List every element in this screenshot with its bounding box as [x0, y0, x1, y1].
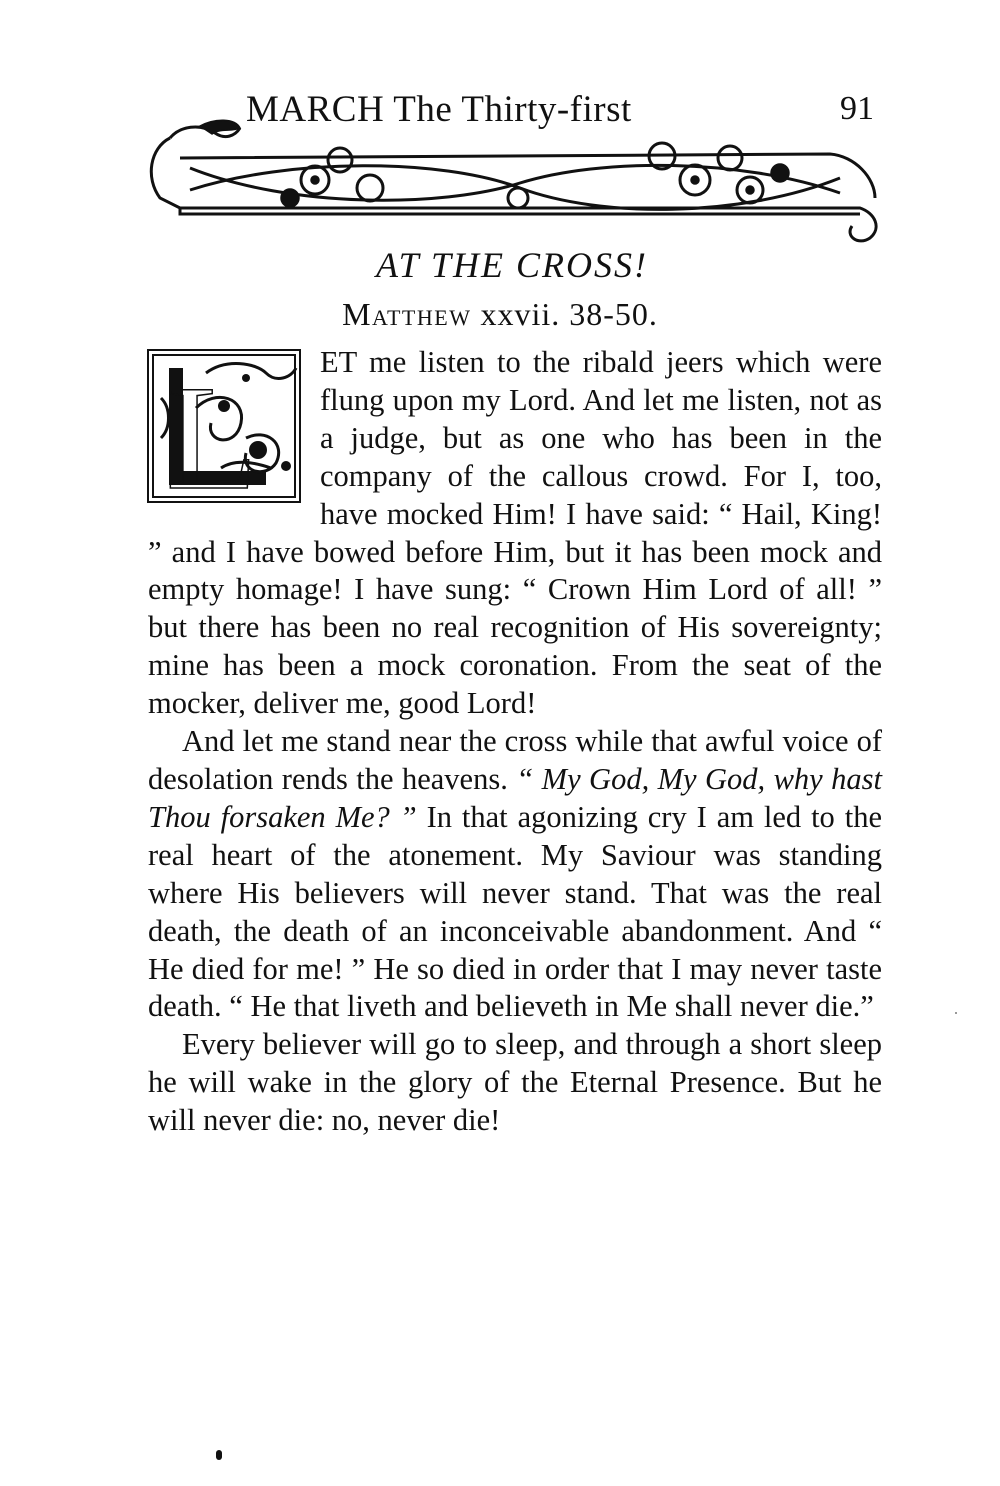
section-title: AT THE CROSS! [375, 245, 649, 285]
dropcap-letter: L [166, 355, 258, 516]
page-number: 91 [840, 90, 874, 127]
paragraph-2-quote: “ My God, My God, why hast Thou forsaken Me? ” [148, 761, 882, 834]
printer-mark [216, 1450, 222, 1460]
paragraph-2 [148, 723, 882, 1026]
running-header: MARCH The Thirty-first [246, 89, 632, 130]
devotional-body [148, 344, 882, 1140]
paragraph-1 [148, 344, 882, 723]
scripture-reference [0, 296, 1000, 333]
paragraph-2-before: And let me stand near the cross while that awful voice of desolation rends the heavens. [148, 724, 882, 796]
floral-ornament-band [140, 118, 882, 248]
paragraph-3: Every believer will go to sleep, and through a short sleep he will wake in the glory of the Eternal Presence. But he will never die: no, never die! [148, 1027, 882, 1138]
ornamental-dropcap-l-icon [146, 348, 308, 516]
stray-mark [955, 1012, 957, 1014]
scripture-book: Matthew [342, 296, 472, 332]
paragraph-1-text: ET me listen to the ribald jeers which were flung upon my Lord. And let me listen, not as a judge, but as one who has been in the company of the callous crowd. For I, too, have mocked Him! I have said: “ Hail, King! ” and I have bowed before Him, but it has been mock and empty homage! I have sung: “ Crown Him Lord of all! ” but there has been no real recognition of His sovereignty; mine has been a mock coronation. From the seat of the mocker, deliver me, good Lord! [148, 345, 882, 721]
paragraph-2-after: In that agonizing cry I am led to the real heart of the atonement. My Saviour was standing where His believers will never stand. That was the real death, the death of an inconceivable abandonment. And “ He died for me! ” He so died in order that I may never taste death. “ He that liveth and believeth in Me shall never die.” [148, 799, 882, 1024]
scripture-passage: xxvii. 38-50. [480, 296, 658, 332]
